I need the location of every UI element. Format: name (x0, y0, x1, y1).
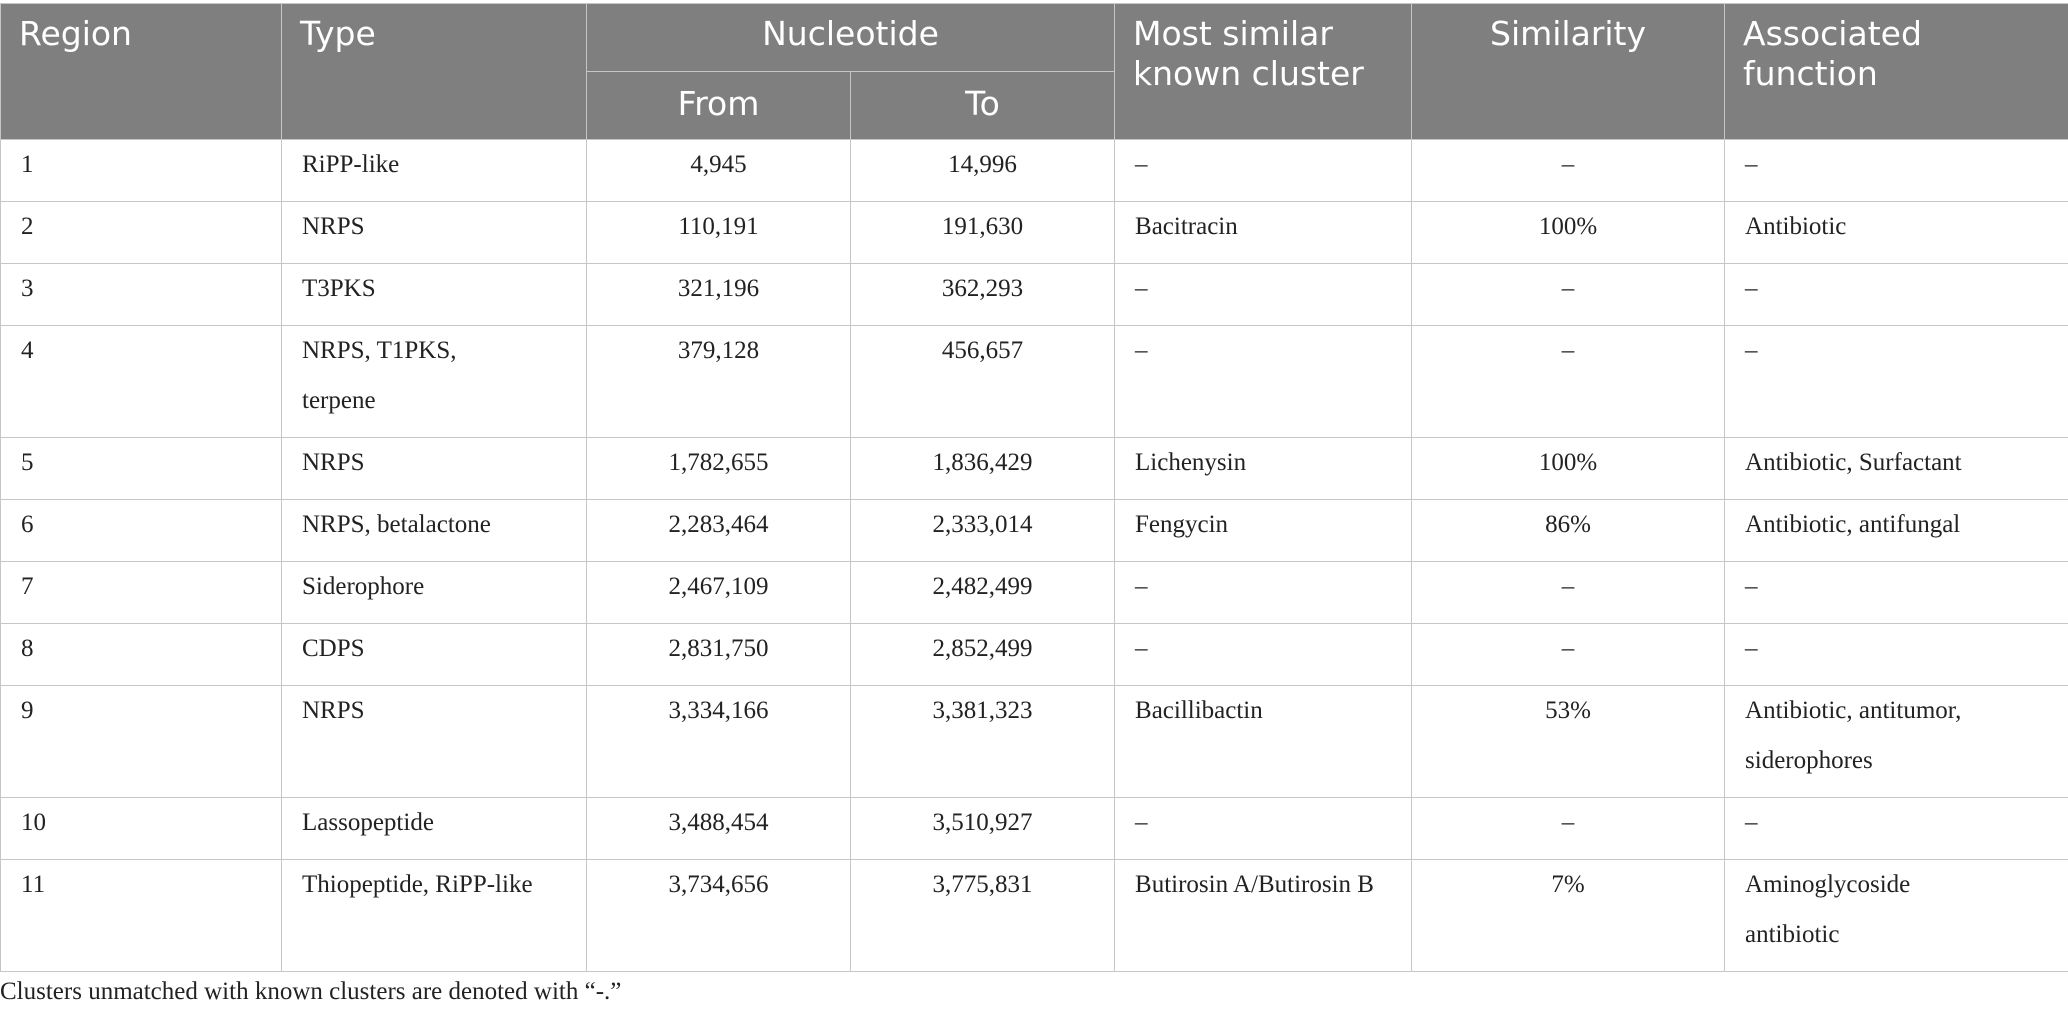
cell-type: RiPP-like (282, 140, 587, 202)
cell-region: 6 (1, 500, 282, 562)
header-nucleotide: Nucleotide (587, 4, 1115, 72)
cell-region: 7 (1, 562, 282, 624)
cell-similarity: 53% (1412, 686, 1725, 798)
cell-from: 2,283,464 (587, 500, 851, 562)
table-row (1, 438, 2068, 500)
table-row (1, 326, 2068, 438)
cell-cluster: – (1115, 326, 1412, 438)
table-row (1, 500, 2068, 562)
cell-type: NRPS, T1PKS, terpene (282, 326, 587, 438)
cell-type: NRPS (282, 438, 587, 500)
cell-from: 3,334,166 (587, 686, 851, 798)
cell-from: 110,191 (587, 202, 851, 264)
cell-to: 3,775,831 (851, 860, 1115, 972)
cell-function: Antibiotic, antifungal (1725, 500, 2068, 562)
cell-from: 379,128 (587, 326, 851, 438)
cell-to: 2,482,499 (851, 562, 1115, 624)
header-cluster: Most similar known cluster (1115, 4, 1412, 140)
table-header (1, 4, 2068, 140)
cell-region: 4 (1, 326, 282, 438)
table-row (1, 624, 2068, 686)
cell-function: Aminoglycoside antibiotic (1725, 860, 2068, 972)
cell-from: 3,488,454 (587, 798, 851, 860)
table-row (1, 798, 2068, 860)
header-similarity: Similarity (1412, 4, 1725, 140)
table-row (1, 140, 2068, 202)
cell-similarity: – (1412, 798, 1725, 860)
cell-similarity: 100% (1412, 202, 1725, 264)
cell-region: 8 (1, 624, 282, 686)
table-row (1, 686, 2068, 798)
cell-to: 3,510,927 (851, 798, 1115, 860)
cell-to: 1,836,429 (851, 438, 1115, 500)
cell-type: NRPS (282, 686, 587, 798)
cell-region: 10 (1, 798, 282, 860)
table-row (1, 202, 2068, 264)
cell-from: 2,467,109 (587, 562, 851, 624)
cell-to: 14,996 (851, 140, 1115, 202)
cell-function: Antibiotic (1725, 202, 2068, 264)
cell-cluster: – (1115, 624, 1412, 686)
table-row (1, 860, 2068, 972)
header-from: From (587, 72, 851, 140)
cell-function: – (1725, 798, 2068, 860)
cell-cluster: – (1115, 264, 1412, 326)
cell-function: Antibiotic, Surfactant (1725, 438, 2068, 500)
cell-from: 4,945 (587, 140, 851, 202)
cell-to: 2,333,014 (851, 500, 1115, 562)
cell-region: 1 (1, 140, 282, 202)
cell-similarity: 7% (1412, 860, 1725, 972)
cell-type: NRPS, betalactone (282, 500, 587, 562)
cell-similarity: – (1412, 326, 1725, 438)
cell-cluster: Butirosin A/Butirosin B (1115, 860, 1412, 972)
cell-function: – (1725, 562, 2068, 624)
cell-type: CDPS (282, 624, 587, 686)
cell-function: – (1725, 264, 2068, 326)
cell-region: 2 (1, 202, 282, 264)
cell-region: 5 (1, 438, 282, 500)
cell-cluster: Lichenysin (1115, 438, 1412, 500)
cell-type: Siderophore (282, 562, 587, 624)
cell-function: – (1725, 326, 2068, 438)
cell-type: NRPS (282, 202, 587, 264)
header-to: To (851, 72, 1115, 140)
cell-region: 9 (1, 686, 282, 798)
cell-cluster: Fengycin (1115, 500, 1412, 562)
cell-to: 191,630 (851, 202, 1115, 264)
header-function: Associated function (1725, 4, 2068, 140)
cell-similarity: – (1412, 562, 1725, 624)
header-type: Type (282, 4, 587, 140)
table-row (1, 264, 2068, 326)
table-row (1, 562, 2068, 624)
cell-similarity: 86% (1412, 500, 1725, 562)
cell-cluster: Bacillibactin (1115, 686, 1412, 798)
cell-function: – (1725, 140, 2068, 202)
cell-to: 3,381,323 (851, 686, 1115, 798)
cell-similarity: – (1412, 624, 1725, 686)
cell-to: 2,852,499 (851, 624, 1115, 686)
cell-from: 2,831,750 (587, 624, 851, 686)
cell-similarity: – (1412, 140, 1725, 202)
cell-to: 456,657 (851, 326, 1115, 438)
table-footnote: Clusters unmatched with known clusters are denoted with “-.” (0, 978, 622, 1005)
cell-cluster: – (1115, 562, 1412, 624)
cell-function: – (1725, 624, 2068, 686)
cell-cluster: – (1115, 798, 1412, 860)
cell-function: Antibiotic, antitumor, siderophores (1725, 686, 2068, 798)
cell-from: 3,734,656 (587, 860, 851, 972)
cell-region: 11 (1, 860, 282, 972)
cell-type: Thiopeptide, RiPP-like (282, 860, 587, 972)
cell-cluster: – (1115, 140, 1412, 202)
cell-similarity: 100% (1412, 438, 1725, 500)
cell-type: T3PKS (282, 264, 587, 326)
bgc-table (0, 3, 2068, 972)
cell-cluster: Bacitracin (1115, 202, 1412, 264)
cell-region: 3 (1, 264, 282, 326)
cell-from: 321,196 (587, 264, 851, 326)
header-region: Region (1, 4, 282, 140)
table-body (1, 140, 2068, 972)
cell-from: 1,782,655 (587, 438, 851, 500)
cell-type: Lassopeptide (282, 798, 587, 860)
cell-similarity: – (1412, 264, 1725, 326)
cell-to: 362,293 (851, 264, 1115, 326)
